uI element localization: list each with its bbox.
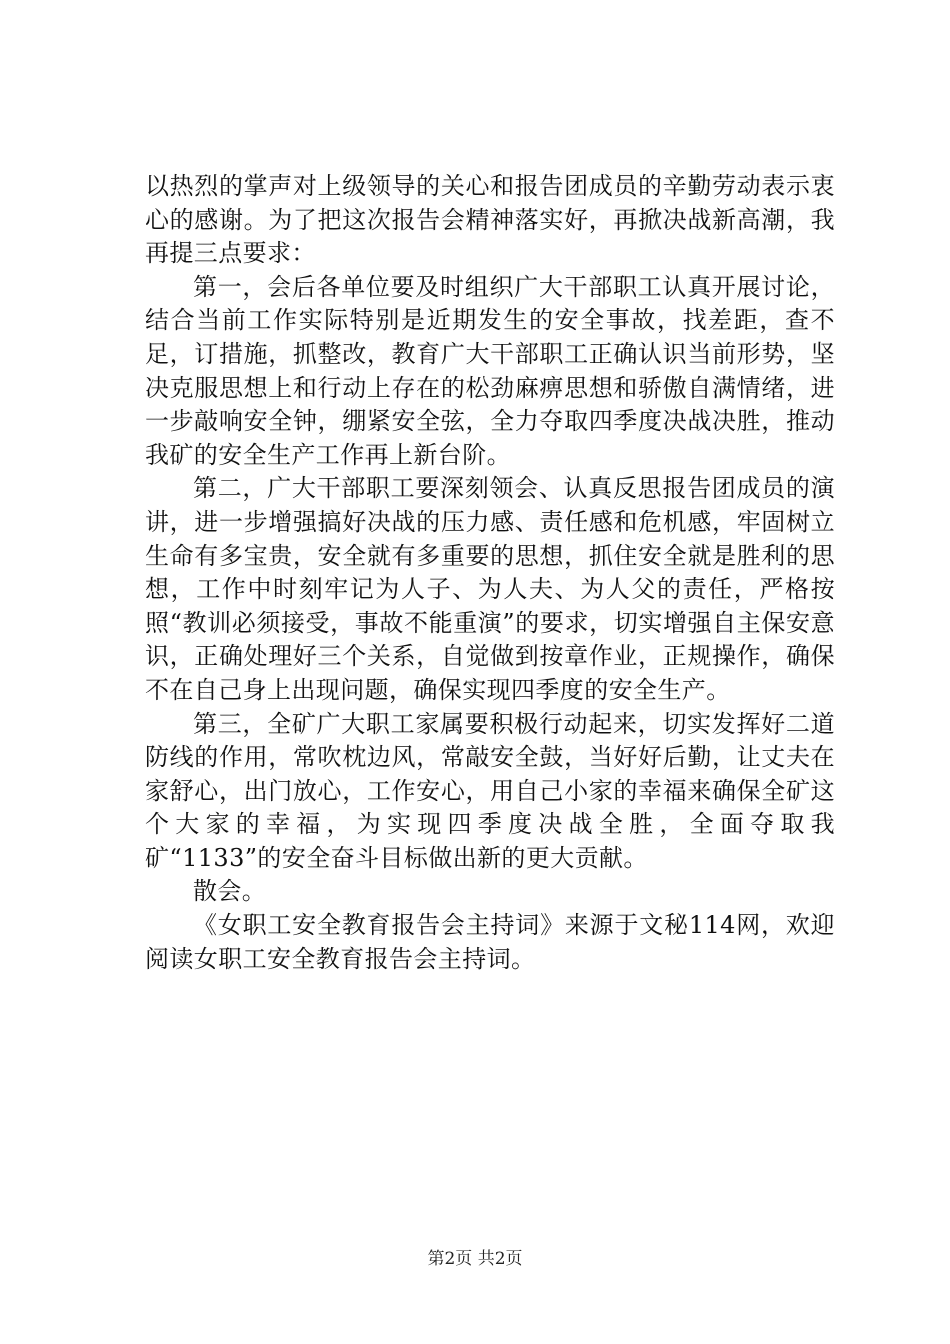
paragraph-adjourn: 散会。 — [193, 877, 267, 906]
document-body — [145, 170, 835, 976]
paragraph-second-requirement: 第二，广大干部职工要深刻领会、认真反思报告团成员的演讲，进一步增强搞好决战的压力感、责任感和危机感，牢固树立生命有多宝贵，安全就有多重要的思想，抓住安全就是胜利的思想，工作中时刻牢记为人子、为人夫、为人父的责任，严格按照“教训必须接受，事故不能重演”的要求，切实增强自主保安意识，正确处理好三个关系，自觉做到按章作业，正规操作，确保不在自己身上出现问题，确保实现四季度的安全生产。 — [145, 474, 835, 704]
paragraph-intro: 以热烈的掌声对上级领导的关心和报告团成员的辛勤劳动表示衷心的感谢。为了把这次报告会精神落实好，再掀决战新高潮，我再提三点要求： — [145, 172, 835, 268]
paragraph-third-requirement: 第三，全矿广大职工家属要积极行动起来，切实发挥好二道防线的作用，常吹枕边风，常敲安全鼓，当好好后勤，让丈夫在家舒心，出门放心，工作安心，用自己小家的幸福来确保全矿这个大家的幸福，为实现四季度决战全胜，全面夺取我矿“1133”的安全奋斗目标做出新的更大贡献。 — [145, 709, 835, 872]
paragraph-first-requirement: 第一，会后各单位要及时组织广大干部职工认真开展讨论，结合当前工作实际特别是近期发生的安全事故，找差距，查不足，订措施，抓整改，教育广大干部职工正确认识当前形势，坚决克服思想上和行动上存在的松劲麻痹思想和骄傲自满情绪，进一步敲响安全钟，绷紧安全弦，全力夺取四季度决战决胜，推动我矿的安全生产工作再上新台阶。 — [145, 272, 835, 469]
page-number-footer: 第2页 共2页 — [427, 1249, 523, 1269]
paragraph-source-note: 《女职工安全教育报告会主持词》来源于文秘114网，欢迎阅读女职工安全教育报告会主持词。 — [145, 911, 835, 973]
